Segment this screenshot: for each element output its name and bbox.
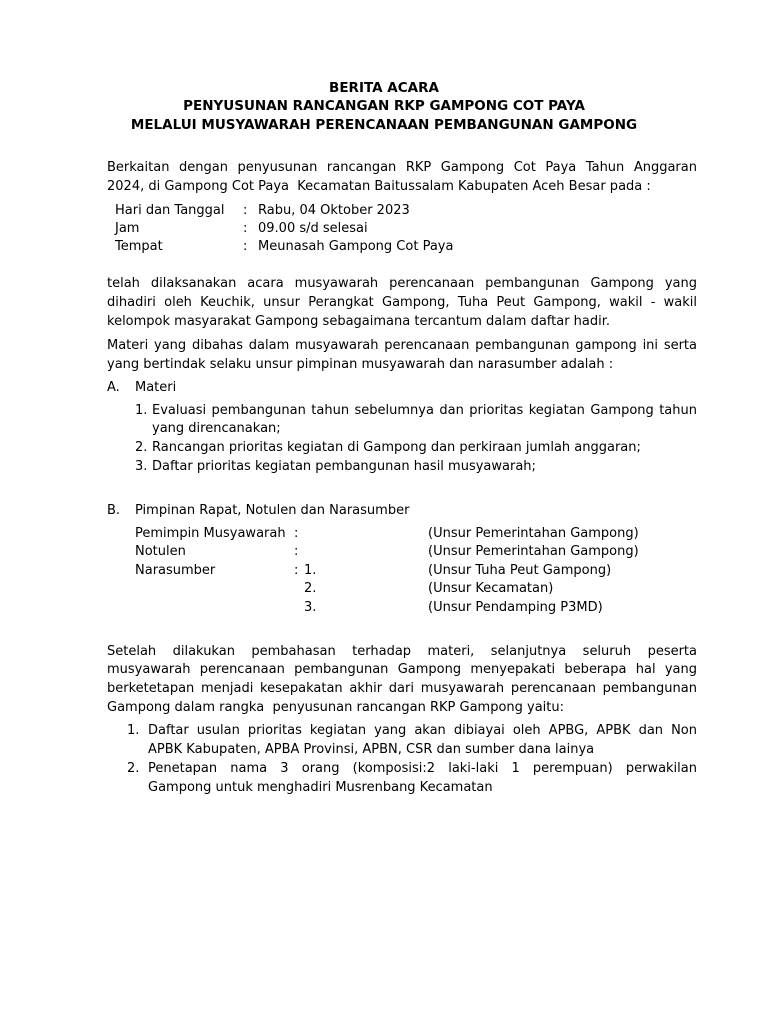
materi-intro-paragraph [107, 336, 697, 374]
leadership-row [135, 525, 697, 544]
role-description: (Unsur Kecamatan) [428, 581, 554, 596]
intro-paragraph [107, 158, 697, 196]
paragraph-line: Gampong dalam rangka penyusunan rancangan RKP Gampong yaitu: [107, 699, 565, 715]
title-line: PENYUSUNAN RANCANGAN RKP GAMPONG COT PAYA [183, 98, 585, 115]
schedule-label: Jam [115, 220, 140, 236]
list-item-line: Daftar usulan prioritas kegiatan yang akan dibiayai oleh APBG, APBK dan Non [148, 722, 697, 738]
title-line: MELALUI MUSYAWARAH PERENCANAAN PEMBANGUNAN GAMPONG [130, 116, 638, 133]
section-heading-text: Pimpinan Rapat, Notulen dan Narasumber [135, 502, 410, 518]
role-description: (Unsur Pendamping P3MD) [428, 599, 603, 615]
list-item [135, 439, 697, 458]
paragraph-line: dihadiri oleh Keuchik, unsur Perangkat Gampong, Tuha Peut Gampong, wakil - wakil [107, 294, 697, 310]
paragraph-line: musyawarah perencanaan pembangunan Gampong menyepakati beberapa hal yang [107, 662, 697, 678]
schedule-value: Meunasah Gampong Cot Paya [258, 238, 454, 254]
leadership-table [135, 525, 697, 618]
schedule-separator: : [243, 238, 248, 254]
list-item [135, 402, 697, 439]
section-heading-text: Materi [135, 379, 177, 395]
paragraph-line: 2024, di Gampong Cot Paya Kecamatan Baitussalam Kabupaten Aceh Besar pada : [107, 178, 651, 194]
schedule-row [107, 238, 697, 256]
list-item-number: 1. [135, 402, 148, 418]
schedule-separator: : [243, 220, 248, 236]
list-item-line: APBK Kabupaten, APBA Provinsi, APBN, CSR dan sumber dana lainya [148, 741, 595, 757]
list-item-line: Daftar prioritas kegiatan pembangunan hasil musyawarah; [152, 458, 536, 474]
title-line: BERITA ACARA [329, 79, 439, 96]
leadership-row [135, 543, 697, 562]
speaker-number: 1. [304, 562, 317, 578]
schedule-value: Rabu, 04 Oktober 2023 [258, 202, 410, 218]
list-item-line: yang direncanakan; [152, 421, 281, 437]
list-item-number: 3. [135, 458, 148, 474]
agreements-list [127, 721, 697, 797]
list-item [135, 458, 697, 477]
conclusion-paragraph [107, 643, 697, 718]
role-label: Notulen [135, 544, 186, 559]
schedule-table [107, 202, 697, 256]
section-marker: A. [107, 379, 120, 395]
schedule-label: Tempat [115, 238, 163, 254]
speaker-number: 3. [304, 599, 317, 615]
paragraph-line: berketetapan menjadi kesepakatan akhir dari musyawarah perencanaan pembangunan [107, 680, 697, 696]
list-item-line: Penetapan nama 3 orang (komposisi:2 laki-laki 1 perempuan) perwakilan [148, 760, 697, 776]
section-marker: B. [107, 502, 121, 518]
role-separator: : [294, 525, 299, 541]
paragraph-line: kelompok masyarakat Gampong sebagaimana tercantum dalam daftar hadir. [107, 313, 611, 329]
leadership-row [135, 562, 697, 581]
list-item [127, 759, 697, 797]
list-item-line: Evaluasi pembangunan tahun sebelumnya dan prioritas kegiatan Gampong tahun [152, 402, 697, 418]
role-description: (Unsur Pemerintahan Gampong) [428, 544, 639, 559]
leadership-row [135, 580, 697, 599]
materi-list [135, 402, 697, 477]
role-label: Pemimpin Musyawarah [135, 525, 286, 541]
paragraph-line: Setelah dilakukan pembahasan terhadap materi, selanjutnya seluruh peserta [107, 643, 697, 659]
leadership-row [135, 599, 697, 618]
document-title [0, 79, 768, 135]
role-separator: : [294, 544, 299, 559]
attendance-paragraph [107, 274, 697, 331]
role-description: (Unsur Tuha Peut Gampong) [428, 562, 612, 578]
schedule-label: Hari dan Tanggal [115, 202, 225, 218]
schedule-row [107, 202, 697, 220]
role-description: (Unsur Pemerintahan Gampong) [428, 525, 639, 541]
list-item [127, 721, 697, 759]
paragraph-line: telah dilaksanakan acara musyawarah perencanaan pembangunan Gampong yang [107, 275, 697, 291]
paragraph-line: yang bertindak selaku unsur pimpinan musyawarah dan narasumber adalah : [107, 356, 614, 372]
list-item-number: 1. [127, 722, 140, 738]
list-item-line: Gampong untuk menghadiri Musrenbang Kecamatan [148, 779, 493, 795]
role-separator: : [294, 562, 299, 578]
schedule-separator: : [243, 202, 248, 218]
list-item-line: Rancangan prioritas kegiatan di Gampong dan perkiraan jumlah anggaran; [152, 439, 641, 455]
section-b-heading [107, 501, 697, 520]
schedule-row [107, 220, 697, 238]
list-item-number: 2. [127, 760, 140, 776]
list-item-number: 2. [135, 439, 148, 455]
schedule-value: 09.00 s/d selesai [258, 220, 368, 236]
paragraph-line: Berkaitan dengan penyusunan rancangan RKP Gampong Cot Paya Tahun Anggaran [107, 159, 697, 175]
speaker-number: 2. [304, 581, 317, 596]
paragraph-line: Materi yang dibahas dalam musyawarah perencanaan pembangunan gampong ini serta [107, 337, 697, 353]
section-a-heading [107, 378, 697, 397]
role-label: Narasumber [135, 562, 216, 578]
